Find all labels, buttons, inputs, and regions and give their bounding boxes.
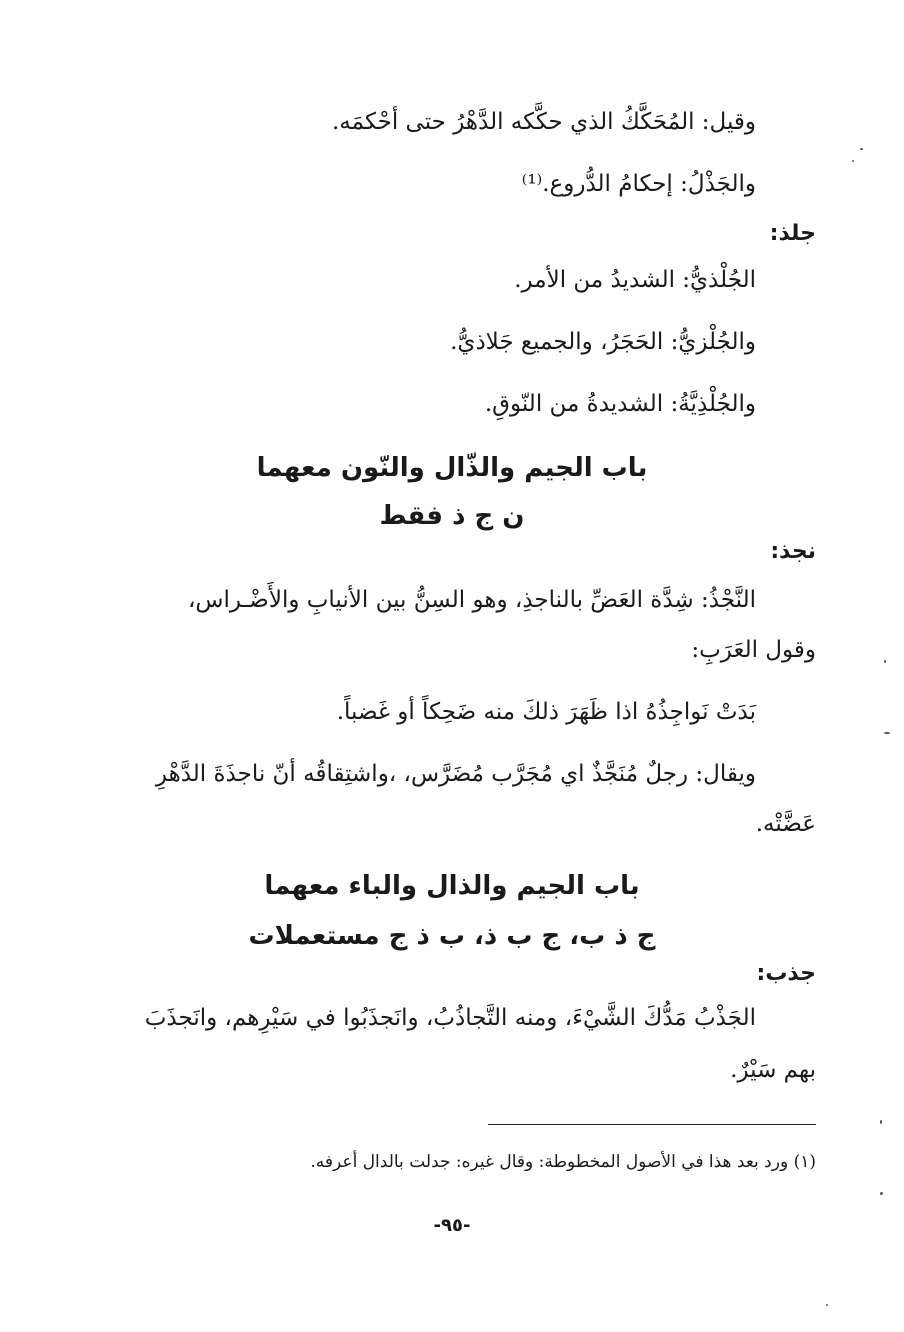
footnote-separator xyxy=(488,1124,816,1125)
text-line: بهم سَيْرٌ. xyxy=(730,1057,816,1083)
text-line: والجَذْلُ: إحكامُ الدُّروع.⁽¹⁾ xyxy=(521,171,756,197)
text-line: والجُلْذِيَّةُ: الشديدةُ من النّوقِ. xyxy=(484,391,756,417)
text-line: ويقال: رجلٌ مُنَجَّذٌ اي مُجَرَّب مُضَرَّس، ،واشتِقاقُه أنّ ناجذَةَ الدَّهْرِ xyxy=(155,761,756,787)
root-heading: جذب: xyxy=(756,961,816,986)
text-line: والجُلْزيُّ: الحَجَرُ، والجميع جَلاذيُّ. xyxy=(450,329,756,355)
text-line: وقيل: المُحَكَّكُ الذي حكَّكه الدَّهْرُ حتى أحْكمَه. xyxy=(332,109,756,135)
scan-speck xyxy=(880,1192,883,1195)
scan-speck xyxy=(852,160,854,162)
chapter-subtitle: ج ذ ب، ج ب ذ، ب ذ ج مستعملات xyxy=(248,921,656,951)
chapter-title: باب الجيم والذال والباء معهما xyxy=(264,871,640,901)
scan-speck xyxy=(880,1120,882,1124)
chapter-subtitle: ن ج ذ فقط xyxy=(379,501,525,531)
text-line: النَّجْذُ: شِدَّة العَضِّ بالناجذِ، وهو السِنُّ بين الأنيابِ والأَضْـراس، xyxy=(187,587,756,613)
page-number: -٩٥- xyxy=(433,1215,471,1236)
root-heading: جلذ: xyxy=(769,221,816,246)
scan-speck xyxy=(884,732,890,734)
footnote: (١) ورد بعد هذا في الأصول المخطوطة: وقال غيره: جدلت بالدال أعرفه. xyxy=(310,1152,816,1172)
scan-speck xyxy=(826,1304,828,1306)
text-line: الجُلْذيُّ: الشديدُ من الأمر. xyxy=(514,267,756,293)
text-line: عَضَّتْه. xyxy=(755,811,816,837)
scan-speck xyxy=(860,148,863,150)
root-heading: نجذ: xyxy=(770,539,816,564)
scan-speck xyxy=(884,660,886,663)
chapter-title: باب الجيم والذّال والنّون معهما xyxy=(256,453,648,483)
text-line: الجَذْبُ مَدُّكَ الشَّيْءَ، ومنه التَّجاذُبُ، وانَجذَبُوا في سَيْرِهم، وانَجذَبَ xyxy=(144,1005,756,1031)
text-line: وقول العَرَبِ: xyxy=(691,637,816,663)
text-line: بَدَتْ نَواجِذُهُ اذا ظَهَرَ ذلكَ منه ضَحِكاً أو غَضباً. xyxy=(336,699,756,725)
